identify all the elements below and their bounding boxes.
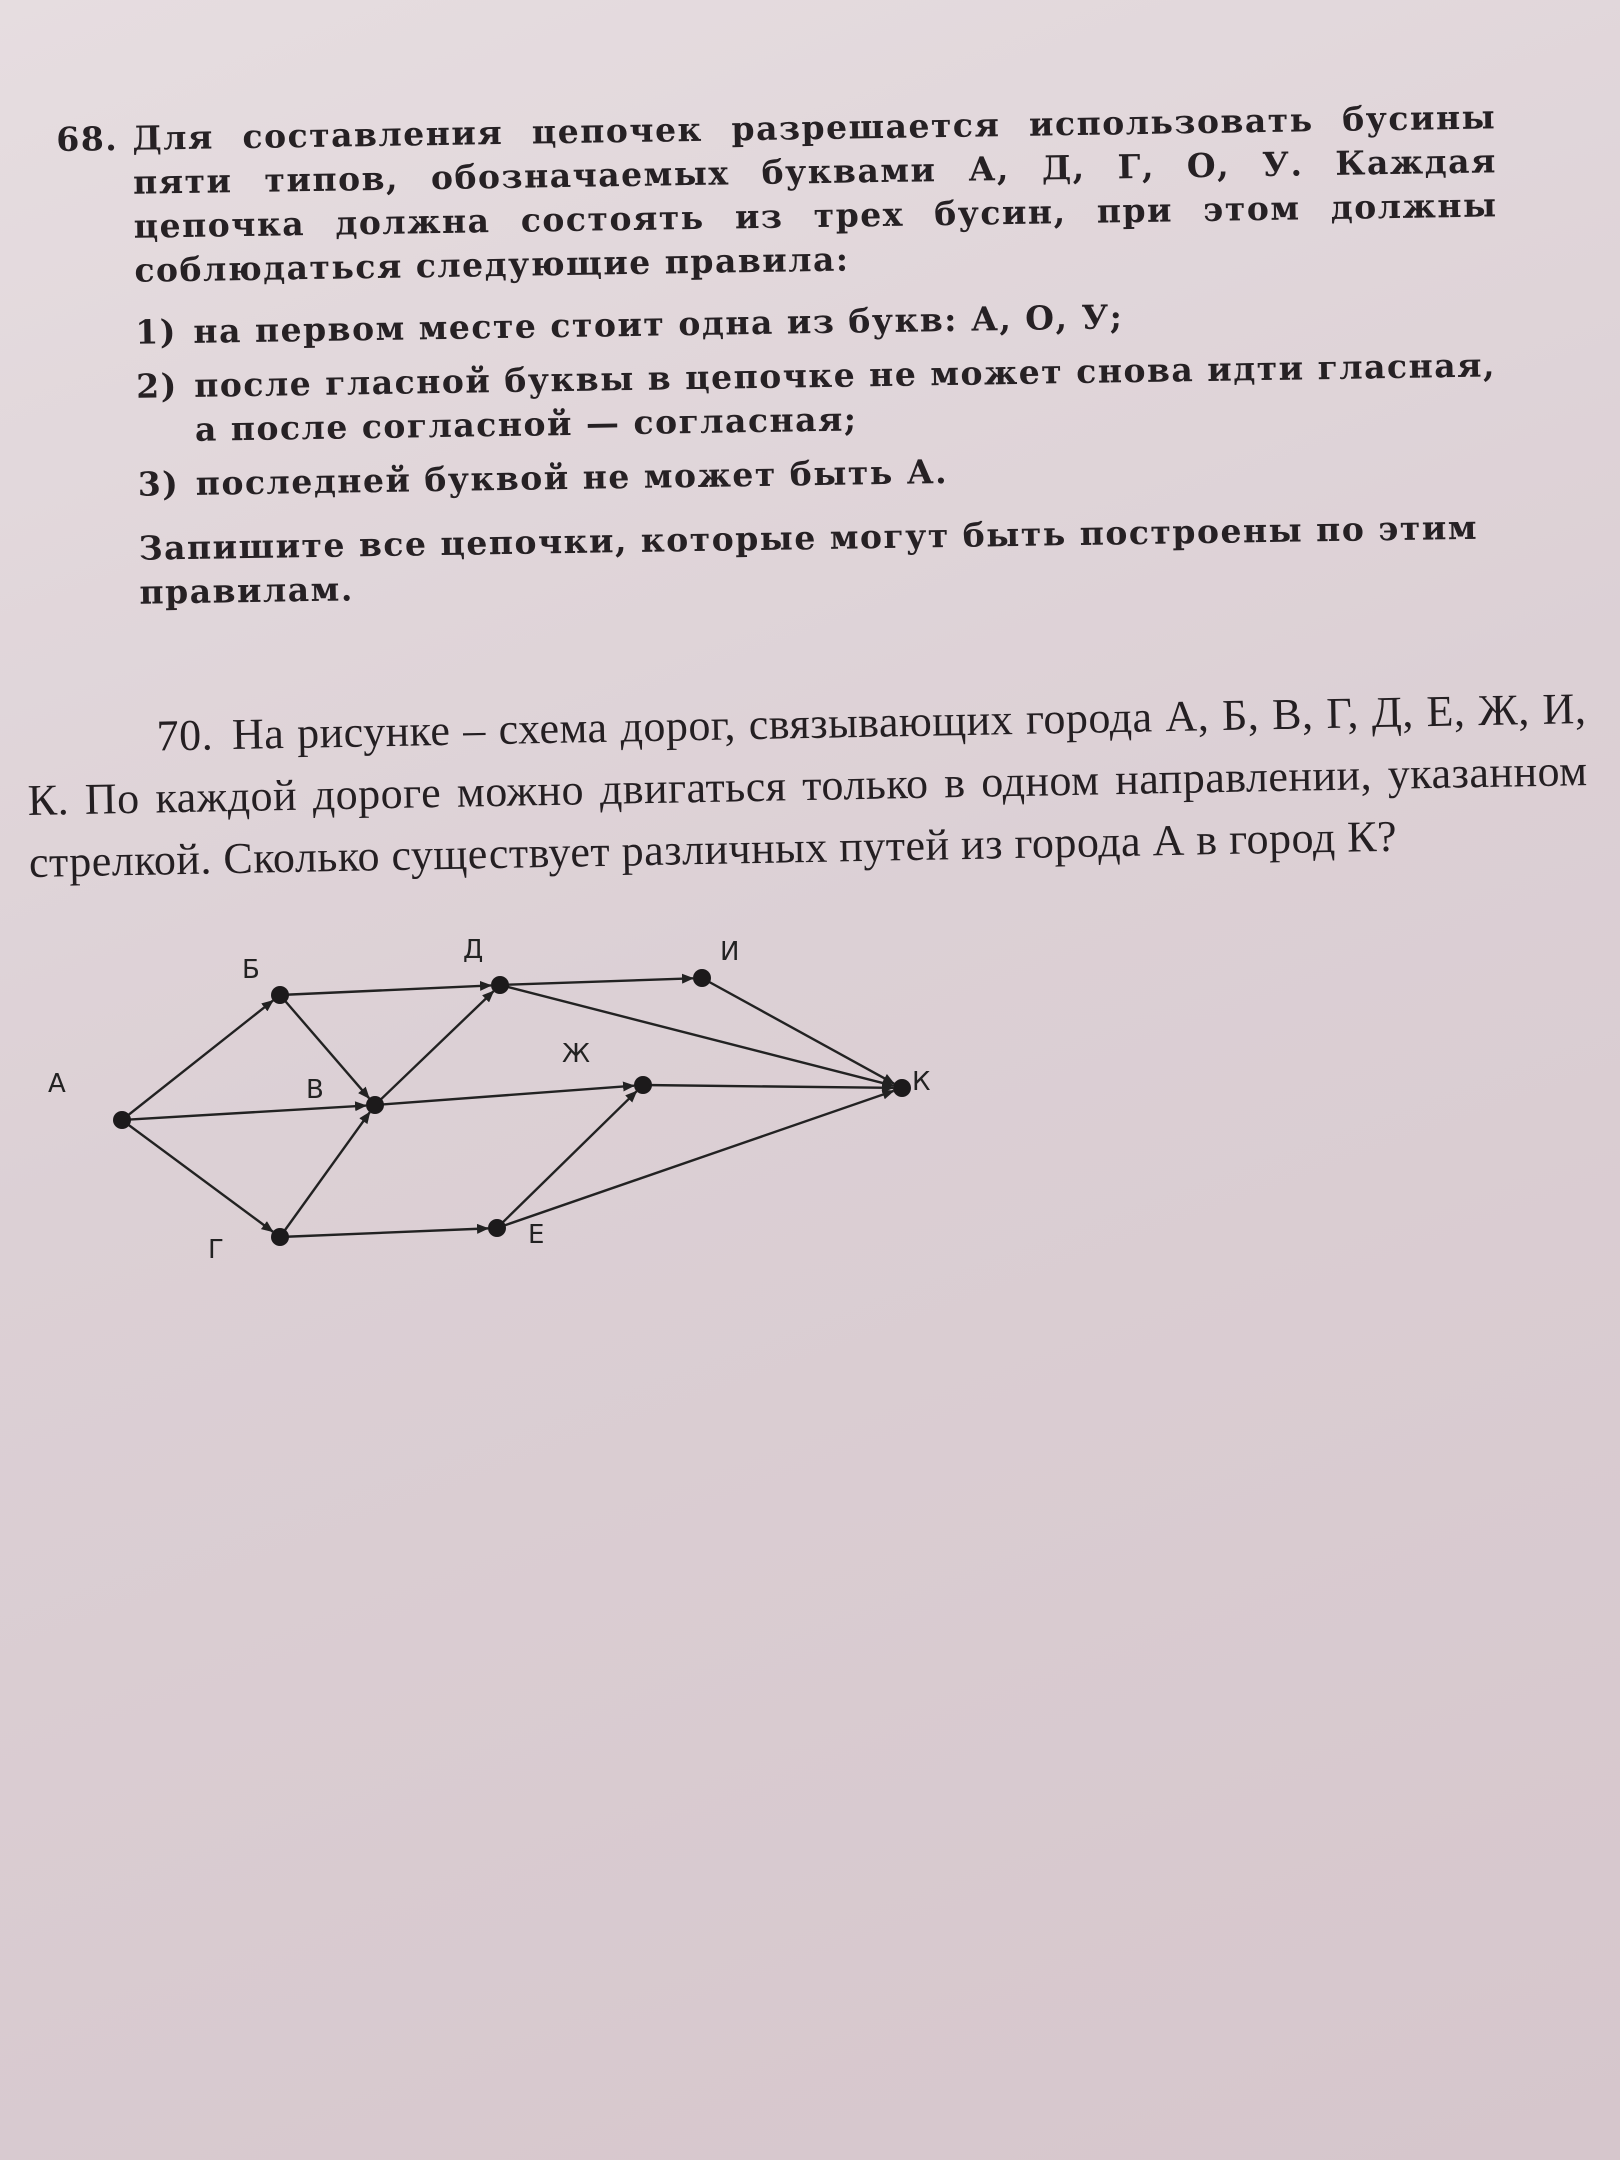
road-Zh-K bbox=[643, 1085, 893, 1088]
city-node-B bbox=[271, 986, 289, 1004]
rule-number: 2) bbox=[135, 366, 179, 406]
city-label-Zh: Ж bbox=[562, 1039, 591, 1069]
city-label-A: А bbox=[48, 1069, 66, 1099]
city-node-D bbox=[491, 976, 509, 994]
city-label-V: В bbox=[306, 1075, 324, 1105]
city-node-I bbox=[693, 969, 711, 987]
city-label-G: Г bbox=[208, 1235, 224, 1265]
city-node-K bbox=[893, 1079, 911, 1097]
rule-text: на первом месте стоит одна из букв: А, О, У; bbox=[193, 297, 1124, 351]
rule-number: 1) bbox=[135, 312, 178, 352]
problem-70-number: 70. bbox=[156, 710, 214, 761]
road-I-K bbox=[702, 978, 894, 1084]
road-E-Zh bbox=[497, 1091, 637, 1228]
road-G-E bbox=[280, 1228, 488, 1237]
city-node-V bbox=[366, 1096, 384, 1114]
road-V-D bbox=[375, 991, 494, 1105]
road-D-K bbox=[500, 985, 893, 1086]
rule-number: 3) bbox=[137, 464, 180, 504]
road-A-B bbox=[122, 1001, 273, 1120]
city-label-K: К bbox=[912, 1067, 931, 1097]
road-A-V bbox=[122, 1106, 366, 1120]
road-A-G bbox=[122, 1120, 273, 1232]
road-B-V bbox=[280, 995, 369, 1098]
city-node-A bbox=[113, 1111, 131, 1129]
road-B-D bbox=[280, 985, 491, 995]
problem-68-number: 68. bbox=[56, 119, 119, 159]
problem-68-intro: Для составления цепочек разрешается использовать бусины пяти типов, обозначаемых буквами А, Д, Г, О, У. Каждая цепочка должна состоять из трех бусин, при этом должны соблюдаться следующие правила: bbox=[132, 97, 1498, 290]
road-G-V bbox=[280, 1112, 370, 1237]
city-node-E bbox=[488, 1219, 506, 1237]
road-D-I bbox=[500, 978, 693, 985]
city-label-D: Д bbox=[463, 935, 484, 965]
road-E-K bbox=[497, 1091, 893, 1228]
road-V-Zh bbox=[375, 1086, 634, 1105]
city-label-E: Е bbox=[528, 1220, 545, 1250]
city-label-B: Б bbox=[242, 955, 260, 985]
city-node-Zh bbox=[634, 1076, 652, 1094]
problem-70-text: На рисунке – схема дорог, связывающих города А, Б, В, Г, Д, Е, Ж, И, К. По каждой дороге можно двигаться только в одном направлении, указанном стрелкой. Сколько существует различных путей из города А в город К? bbox=[27, 684, 1588, 887]
problem-68-question: Запишите все цепочки, которые могут быть построены по этим правилам. bbox=[138, 507, 1479, 612]
city-node-G bbox=[271, 1228, 289, 1246]
city-label-I: И bbox=[720, 937, 740, 967]
rule-text: последней буквой не может быть А. bbox=[195, 452, 949, 503]
rule-text: после гласной буквы в цепочке не может снова идти гласная, а после согласной — согласная; bbox=[193, 345, 1497, 449]
